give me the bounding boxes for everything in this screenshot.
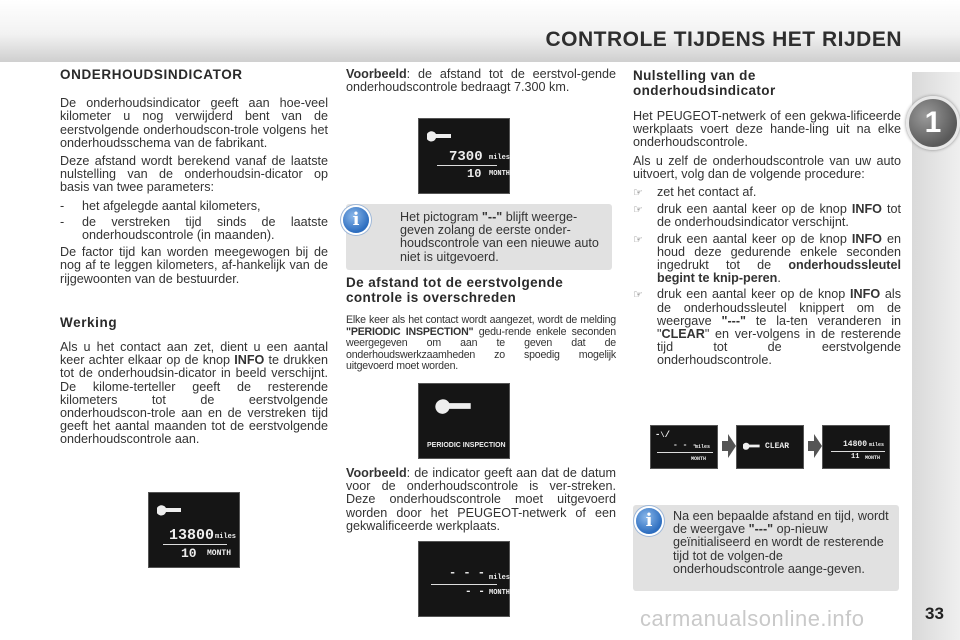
column-right: [633, 68, 901, 371]
list-item: - het afgelegde aantal kilometers,: [60, 198, 261, 213]
arrow-right-icon: [808, 433, 822, 459]
paragraph: De onderhoudsindicator geeft aan hoe-veel kilometer u nog verwijderd bent van de eerstvolgende onderhoudscon-trole volgens het onderhoudsschema van de fabrikant.: [60, 96, 328, 150]
column-middle: [346, 68, 616, 99]
dashboard-display: CLEAR: [736, 425, 804, 469]
dashboard-display: 7300 miles 10 MONTH: [418, 118, 510, 194]
dashboard-display: - - - miles - - MONTH: [418, 541, 510, 617]
info-note: Het pictogram "--" blijft weerge-geven zolang de eerste onder-houdscontrole van een nieuwe auto niet is uitgevoerd.: [346, 204, 612, 270]
page-title: CONTROLE TIJDENS HET RIJDEN: [545, 28, 902, 51]
example-text: Voorbeeld: de indicator geeft aan dat de datum voor de onderhoudscontrole is ver-streken. Deze onderhoudscontrole moet uitgevoerd worden door het PEUGEOT-netwerk of een gekwalificeerde werkplaats.: [346, 466, 616, 533]
dashboard-display: PERIODIC INSPECTION: [418, 383, 510, 459]
info-icon: i: [636, 508, 662, 534]
pointing-hand-icon: ☞: [633, 204, 643, 217]
paragraph: Als u zelf de onderhoudscontrole van uw auto uitvoert, volg dan de volgende procedure:: [633, 153, 901, 181]
section-heading: Nulstelling van de onderhoudsindicator: [633, 68, 776, 98]
column-left: [60, 68, 328, 452]
column-middle-bottom: [346, 467, 616, 538]
step-item: ☞ druk een aantal keer op de knop INFO en houd deze gedurende enkele seconden ingedrukt tot de onderhoudssleutel begint te knip-peren.: [633, 231, 901, 286]
example-text: Voorbeeld: de afstand tot de eerstvol-gende onderhoudscontrole bedraagt 7.300 km.: [346, 67, 616, 95]
chapter-badge: 1: [906, 96, 960, 150]
paragraph: De factor tijd kan worden meegewogen bij de nog af te leggen kilometers, af-hankelijk van de rijgewoonten van de bestuurder.: [60, 245, 328, 286]
wrench-icon: [427, 129, 453, 143]
column-middle-section: [346, 275, 616, 378]
section-heading: ONDERHOUDSINDICATOR: [60, 67, 243, 82]
info-note: Na een bepaalde afstand en tijd, wordt de weergave "---" op-nieuw geïnitialiseerd en wordt de resterende tijd tot de volgen-de onderhoudscontrole aange-geven.: [633, 505, 899, 591]
page-number: 33: [925, 604, 944, 623]
step-item: ☞ druk een aantal keer op de knop INFO als de onderhoudssleutel knippert om de weergave "---" te la-ten veranderen in "CLEAR" en ver-volgens in de resterende tijd tot de eerstvolgende onderhoudscontrole.: [633, 287, 902, 368]
blinking-wrench-icon: -\/: [655, 430, 671, 440]
wrench-icon: [435, 396, 475, 416]
pointing-hand-icon: ☞: [633, 187, 643, 200]
wrench-icon: [157, 503, 183, 517]
pointing-hand-icon: ☞: [633, 233, 643, 246]
arrow-right-icon: [722, 433, 736, 459]
paragraph: Het PEUGEOT-netwerk of een gekwa-lificeerde werkplaats voert deze hande-ling uit na elke onderhoudscontrole.: [633, 109, 901, 150]
step-item: ☞ druk een aantal keer op de knop INFO tot de onderhoudsindicator verschijnt.: [633, 202, 901, 230]
chapter-side-tab: [912, 72, 960, 640]
paragraph: Deze afstand wordt berekend vanaf de laatste nulstelling van de onderhoudsin-dicator op basis van twee parameters:: [60, 154, 328, 195]
list-item: - de verstreken tijd sinds de laatste onderhoudscontrole (in maanden).: [60, 214, 328, 243]
subsection-heading: Werking: [60, 314, 118, 330]
dashboard-display: 13800 miles 10 MONTH: [148, 492, 240, 568]
watermark-url[interactable]: carmanualsonline.info: [640, 606, 865, 631]
paragraph: Elke keer als het contact wordt aangezet, wordt de melding "PERIODIC INSPECTION" gedu-rende enkele seconden weergegeven om aan te geven dat de onderhoudswerkzaamheden zo spoedig mogelijk uitgevoerd moet worden.: [346, 314, 616, 373]
dashboard-display: -\/ - - - miles MONTH: [650, 425, 718, 469]
wrench-icon: [743, 441, 761, 451]
step-item: ☞ zet het contact af.: [633, 185, 757, 200]
pointing-hand-icon: ☞: [633, 289, 643, 302]
info-icon: i: [343, 207, 369, 233]
section-heading: De afstand tot de eerstvolgende controle is overschreden: [346, 275, 564, 305]
paragraph: Als u het contact aan zet, dient u een aantal keer achter elkaar op de knop INFO te drukken tot de onderhoudsin-dicator in beeld verschijnt. De kilome-terteller geeft de resterende kilometers tot de eerstvolgende onderhoudscon-trole aan en de verstreken tijd geeft het aantal maanden tot de eerstvolgende onderhoudscontrole aan.: [60, 340, 329, 447]
dashboard-display: 14800 miles 11 MONTH: [822, 425, 890, 469]
